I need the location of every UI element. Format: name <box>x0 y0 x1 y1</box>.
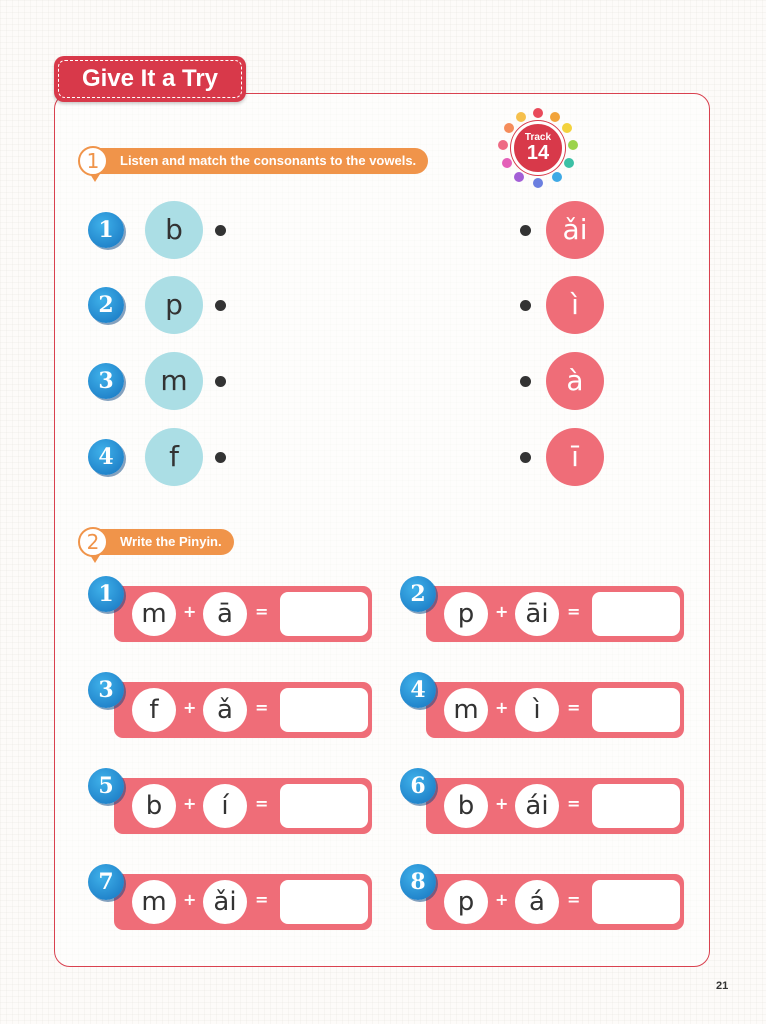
pinyin-equation <box>114 778 372 834</box>
match-dot-right[interactable] <box>520 225 531 236</box>
vowel-circle: ǎi <box>203 880 247 924</box>
section-1-instruction: Listen and match the consonants to the vowels. <box>92 148 428 174</box>
match-dot-left[interactable] <box>215 300 226 311</box>
vowel-circle: ǎi <box>546 201 604 259</box>
match-dot-right[interactable] <box>520 300 531 311</box>
question-number: 6 <box>400 768 436 804</box>
equals-sign: = <box>255 794 269 813</box>
equals-sign: = <box>567 698 581 717</box>
question-number: 5 <box>88 768 124 804</box>
consonant-circle: b <box>444 784 488 828</box>
question-number: 1 <box>88 576 124 612</box>
equals-sign: = <box>255 698 269 717</box>
match-dot-left[interactable] <box>215 452 226 463</box>
section-1-number: 1 <box>78 146 108 176</box>
pinyin-equation <box>426 682 684 738</box>
question-number: 2 <box>400 576 436 612</box>
pinyin-equation <box>114 874 372 930</box>
plus-sign: + <box>495 890 509 909</box>
match-dot-left[interactable] <box>215 225 226 236</box>
question-number: 4 <box>400 672 436 708</box>
vowel-circle: āi <box>515 592 559 636</box>
vowel-circle: í <box>203 784 247 828</box>
pinyin-equation <box>426 778 684 834</box>
equals-sign: = <box>255 890 269 909</box>
vowel-circle: à <box>546 352 604 410</box>
consonant-circle: m <box>145 352 203 410</box>
consonant-circle: b <box>132 784 176 828</box>
section-2-instruction: Write the Pinyin. <box>92 529 234 555</box>
match-number: 3 <box>88 363 124 399</box>
vowel-circle: ái <box>515 784 559 828</box>
vowel-circle: á <box>515 880 559 924</box>
track-number: 14 <box>526 142 550 164</box>
vowel-circle: ì <box>515 688 559 732</box>
consonant-circle: f <box>132 688 176 732</box>
match-number: 2 <box>88 287 124 323</box>
section-2-number: 2 <box>78 527 108 557</box>
track-icon <box>511 121 565 175</box>
pinyin-equation <box>114 682 372 738</box>
question-number: 3 <box>88 672 124 708</box>
answer-box[interactable] <box>592 880 680 924</box>
consonant-circle: m <box>132 592 176 636</box>
match-number: 4 <box>88 439 124 475</box>
answer-box[interactable] <box>280 784 368 828</box>
equals-sign: = <box>567 602 581 621</box>
equals-sign: = <box>567 794 581 813</box>
pinyin-equation <box>426 874 684 930</box>
answer-box[interactable] <box>280 592 368 636</box>
answer-box[interactable] <box>592 592 680 636</box>
question-number: 8 <box>400 864 436 900</box>
audio-track-badge[interactable] <box>498 108 578 188</box>
answer-box[interactable] <box>592 784 680 828</box>
answer-box[interactable] <box>280 880 368 924</box>
match-number: 1 <box>88 212 124 248</box>
consonant-circle: p <box>145 276 203 334</box>
consonant-circle: f <box>145 428 203 486</box>
plus-sign: + <box>183 698 197 717</box>
match-dot-right[interactable] <box>520 452 531 463</box>
consonant-circle: p <box>444 880 488 924</box>
vowel-circle: ī <box>546 428 604 486</box>
title-banner <box>54 56 246 102</box>
page-number: 21 <box>716 980 729 992</box>
vowel-circle: ā <box>203 592 247 636</box>
vowel-circle: ǎ <box>203 688 247 732</box>
plus-sign: + <box>495 794 509 813</box>
consonant-circle: m <box>132 880 176 924</box>
track-label: Track <box>524 132 552 143</box>
match-dot-left[interactable] <box>215 376 226 387</box>
pinyin-equation <box>426 586 684 642</box>
plus-sign: + <box>183 794 197 813</box>
equals-sign: = <box>255 602 269 621</box>
question-number: 7 <box>88 864 124 900</box>
pinyin-equation <box>114 586 372 642</box>
plus-sign: + <box>183 602 197 621</box>
answer-box[interactable] <box>592 688 680 732</box>
plus-sign: + <box>495 602 509 621</box>
plus-sign: + <box>495 698 509 717</box>
consonant-circle: m <box>444 688 488 732</box>
consonant-circle: p <box>444 592 488 636</box>
answer-box[interactable] <box>280 688 368 732</box>
plus-sign: + <box>183 890 197 909</box>
match-dot-right[interactable] <box>520 376 531 387</box>
page-title: Give It a Try <box>81 65 219 92</box>
vowel-circle: ì <box>546 276 604 334</box>
consonant-circle: b <box>145 201 203 259</box>
equals-sign: = <box>567 890 581 909</box>
